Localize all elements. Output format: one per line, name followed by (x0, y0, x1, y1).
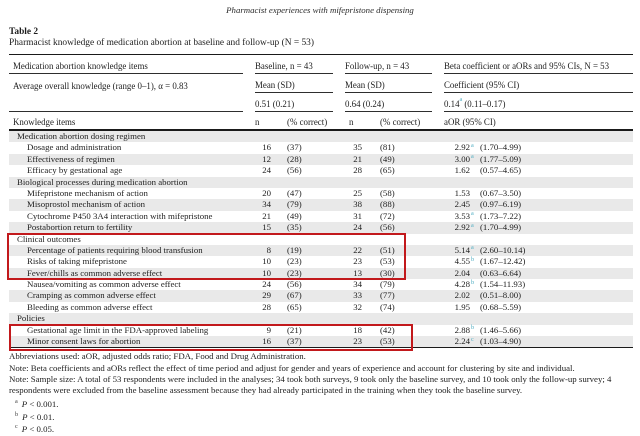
baseline-pct: (35) (287, 222, 302, 233)
aor-ci: (1.73–7.22) (480, 210, 522, 221)
baseline-n: 28 (262, 301, 271, 312)
aor-sup: b (471, 255, 475, 263)
aor-sup (470, 197, 477, 208)
overall-coefficient-sup: a (459, 96, 463, 104)
baseline-n: 12 (262, 153, 271, 164)
sample-size-note: Note: Sample size: A total of 53 respondents were included in the analyses; 34 took both surveys, 9 took only the baseline survey, and 10 took only the follow-up survey; 4 respondents were excluded from the baseline assessment because they had already participated in the training when they took the baseline survey. (9, 373, 612, 396)
followup-n: 38 (353, 199, 362, 210)
item-label: Risks of taking mifepristone (27, 256, 127, 267)
baseline-n: 24 (262, 165, 271, 176)
baseline-n: 29 (262, 290, 271, 301)
header-row-average (9, 74, 633, 93)
footnote-text: < 0.01. (27, 411, 55, 422)
baseline-n: 10 (262, 267, 271, 278)
aor-ci: (1.77–5.09) (480, 153, 522, 164)
baseline-pct: (23) (287, 267, 302, 278)
baseline-n: 24 (262, 279, 271, 290)
footnotes (9, 397, 633, 435)
item-label: Gestational age limit in the FDA-approved labeling (27, 324, 209, 335)
followup-pct: (30) (380, 267, 395, 278)
followup-mean-sd-label: Mean (SD) (345, 80, 432, 93)
empty-cell (9, 109, 243, 112)
followup-n: 22 (353, 244, 362, 255)
baseline-pct: (79) (287, 199, 302, 210)
table-section-row: Clinical outcomes (17, 233, 81, 244)
followup-n: 18 (353, 324, 362, 335)
aor-sup (470, 299, 477, 310)
item-label: Dosage and administration (27, 142, 122, 153)
aor-value: 2.92 (454, 142, 470, 153)
aor-value: 2.24 (454, 336, 470, 347)
journal-running-head: Pharmacist experiences with mifepristone dispensing (226, 5, 414, 15)
followup-pct: (81) (380, 142, 395, 153)
footnote-marker: a (15, 398, 18, 406)
footnote-b (9, 410, 633, 423)
aor-ci: (1.54–11.93) (480, 279, 526, 290)
baseline-n: 34 (262, 199, 271, 210)
baseline-pct: (21) (287, 324, 302, 335)
table-caption: Pharmacist knowledge of medication abortion at baseline and follow-up (N = 53) (9, 38, 314, 48)
baseline-n: 10 (262, 256, 271, 267)
table-figure (9, 27, 633, 435)
aor-value: 3.00 (454, 153, 470, 164)
item-label: Cramping as common adverse effect (27, 290, 156, 301)
followup-n: 34 (353, 279, 362, 290)
table-notes (9, 351, 633, 434)
baseline-pct: (56) (287, 165, 302, 176)
baseline-pct: (23) (287, 256, 302, 267)
table-row (9, 199, 633, 210)
header-row-subcolumns (9, 112, 633, 129)
followup-n: 31 (353, 210, 362, 221)
followup-n: 23 (353, 256, 362, 267)
aor-value: 2.88 (454, 324, 470, 335)
followup-pct: (56) (380, 222, 395, 233)
followup-n: 33 (353, 290, 362, 301)
col-header-baseline: Baseline, n = 43 (255, 61, 333, 74)
overall-followup-mean: 0.64 (0.24) (345, 99, 432, 112)
aor-sup: a (471, 141, 474, 149)
knowledge-items-label: Knowledge items (13, 117, 76, 127)
aor-value: 1.53 (454, 187, 470, 198)
followup-n: 23 (353, 336, 362, 347)
overall-coefficient-value: 0.14 (444, 99, 460, 109)
aor-ci: (0.68–5.59) (480, 301, 522, 312)
header-row-groups (9, 55, 633, 74)
item-label: Efficacy by gestational age (27, 165, 123, 176)
followup-pct: (88) (380, 199, 395, 210)
aor-sup: a (471, 210, 474, 218)
aor-sup (470, 163, 477, 174)
item-label: Postabortion return to fertility (27, 222, 133, 233)
baseline-pct: (37) (287, 336, 302, 347)
followup-pct: (58) (380, 187, 395, 198)
footnote-text: < 0.05. (27, 424, 55, 435)
effect-note: Note: Beta coefficients and aORs reflect the effect of time period and adjust for gender and years of experience and account for clustering by site and individual. (9, 362, 575, 373)
followup-pct: (53) (380, 256, 395, 267)
table-row (9, 290, 633, 301)
baseline-mean-sd-label: Mean (SD) (255, 80, 333, 93)
table-row (9, 222, 633, 233)
footnote-c (9, 422, 633, 435)
baseline-n: 9 (266, 324, 271, 335)
aor-sup: c (471, 335, 474, 343)
baseline-pct: (37) (287, 142, 302, 153)
col-header-knowledge-items: Medication abortion knowledge items (9, 61, 243, 74)
avg-overall-knowledge-label: Average overall knowledge (range 0–1), α = 0.83 (13, 81, 188, 91)
aor-ci: (1.70–4.99) (480, 142, 522, 153)
table-body (9, 131, 633, 348)
aor-value: 4.55 (454, 256, 470, 267)
abbreviations-note: Abbreviations used: aOR, adjusted odds ratio; FDA, Food and Drug Administration. (9, 351, 306, 362)
footnote-text: < 0.001. (27, 399, 59, 410)
followup-n: 13 (353, 267, 362, 278)
aor-sup: b (471, 278, 475, 286)
followup-n: 32 (353, 301, 362, 312)
aor-value: 2.45 (454, 199, 470, 210)
item-label: Minor consent laws for abortion (27, 336, 141, 347)
aor-value: 5.14 (454, 244, 470, 255)
item-label: Cytochrome P450 3A4 interaction with mifepristone (27, 210, 213, 221)
col-header-followup: Follow-up, n = 43 (345, 61, 432, 74)
table-row (9, 256, 633, 267)
aor-value: 2.92 (454, 222, 470, 233)
followup-pct: (74) (380, 301, 395, 312)
aor-ci: (0.63–6.64) (480, 267, 522, 278)
baseline-pct: (67) (287, 290, 302, 301)
aor-sup (470, 265, 477, 276)
table-row (9, 211, 633, 222)
aor-sup: a (471, 244, 474, 252)
item-label: Misoprostol mechanism of action (27, 199, 146, 210)
baseline-pct: (65) (287, 301, 302, 312)
aor-ci: (0.67–3.50) (480, 187, 522, 198)
baseline-pct: (47) (287, 187, 302, 198)
aor-sup: a (471, 153, 474, 161)
aor-sup (470, 288, 477, 299)
item-label: Percentage of patients requiring blood transfusion (27, 244, 203, 255)
aor-ci: (2.60–10.14) (480, 244, 526, 255)
footnote-p: P (22, 411, 28, 422)
aor-sup (470, 185, 477, 196)
table-section-row: Medication abortion dosing regimen (9, 131, 633, 142)
baseline-pct: (49) (287, 210, 302, 221)
footnote-p: P (21, 424, 28, 435)
footnote-a (9, 397, 633, 410)
table-row (9, 325, 633, 336)
footnote-marker: b (15, 410, 19, 418)
overall-coefficient-ci: (0.11–0.17) (464, 99, 506, 109)
followup-n: 28 (353, 165, 362, 176)
followup-n: 24 (353, 222, 362, 233)
aor-ci: (0.97–6.19) (480, 199, 522, 210)
aor-value: 1.95 (454, 301, 470, 312)
table-row (9, 165, 633, 176)
item-label: Nausea/vomiting as common adverse effect (27, 279, 181, 290)
aor-ci: (1.46–5.66) (480, 324, 522, 335)
table-row (9, 188, 633, 199)
followup-pct: (72) (380, 210, 395, 221)
aor-value: 4.28 (454, 279, 470, 290)
aor-sup: a (471, 221, 474, 229)
aor-ci-label: aOR (95% CI) (444, 117, 496, 127)
followup-pct: (65) (380, 165, 395, 176)
aor-value: 2.02 (454, 290, 470, 301)
aor-ci: (1.67–12.42) (480, 256, 526, 267)
followup-pct-label: (% correct) (380, 117, 421, 127)
followup-n-label: n (349, 117, 354, 127)
footnote-marker: c (15, 423, 18, 431)
table-row (9, 142, 633, 153)
table-row (9, 279, 633, 290)
baseline-n: 16 (262, 336, 271, 347)
aor-value: 3.53 (454, 210, 470, 221)
col-header-beta: Beta coefficient or aORs and 95% CIs, N = 53 (444, 61, 633, 74)
table-section-row: Biological processes during medication abortion (9, 177, 633, 188)
aor-ci: (0.57–4.65) (480, 165, 522, 176)
baseline-pct-label: (% correct) (287, 117, 328, 127)
item-label: Fever/chills as common adverse effect (27, 267, 163, 278)
baseline-n-label: n (255, 117, 260, 127)
aor-value: 2.04 (454, 267, 470, 278)
baseline-n: 15 (262, 222, 271, 233)
followup-pct: (79) (380, 279, 395, 290)
baseline-pct: (56) (287, 279, 302, 290)
footnote-p: P (21, 399, 28, 410)
followup-n: 35 (353, 142, 362, 153)
overall-coefficient (444, 98, 633, 112)
aor-value: 1.62 (454, 165, 470, 176)
baseline-pct: (28) (287, 153, 302, 164)
followup-n: 25 (353, 187, 362, 198)
followup-pct: (49) (380, 153, 395, 164)
aor-ci: (0.51–8.00) (480, 290, 522, 301)
table-section-row: Policies (9, 313, 633, 324)
followup-pct: (53) (380, 336, 395, 347)
baseline-n: 21 (262, 210, 271, 221)
aor-sup: b (471, 324, 475, 332)
baseline-pct: (19) (287, 244, 302, 255)
item-label: Bleeding as common adverse effect (27, 301, 153, 312)
coefficient-ci-label: Coefficient (95% CI) (444, 80, 633, 93)
followup-pct: (77) (380, 290, 395, 301)
overall-baseline-mean: 0.51 (0.21) (255, 99, 333, 112)
followup-n: 21 (353, 153, 362, 164)
baseline-n: 8 (266, 244, 271, 255)
table-row (9, 245, 633, 256)
followup-pct: (42) (380, 324, 395, 335)
item-label: Mifepristone mechanism of action (27, 187, 148, 198)
aor-ci: (1.03–4.90) (480, 336, 522, 347)
item-label: Effectiveness of regimen (27, 153, 115, 164)
header-row-overall-values (9, 93, 633, 112)
table-label: Table 2 (9, 27, 39, 37)
table-row (9, 302, 633, 313)
baseline-n: 16 (262, 142, 271, 153)
table-row (9, 268, 633, 279)
table-header (9, 54, 633, 131)
baseline-n: 20 (262, 187, 271, 198)
aor-ci: (1.70–4.99) (480, 222, 522, 233)
table-row (9, 154, 633, 165)
followup-pct: (51) (380, 244, 395, 255)
table-row (9, 336, 633, 347)
